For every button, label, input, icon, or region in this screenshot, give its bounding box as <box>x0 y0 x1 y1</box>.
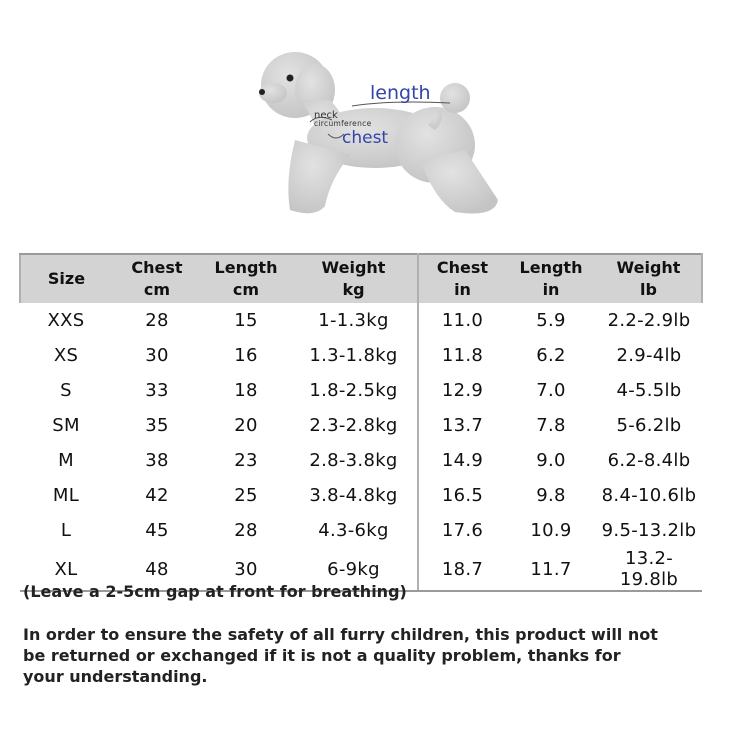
cell-weight-kg: 2.8-3.8kg <box>290 443 418 478</box>
cell-size: M <box>58 450 74 471</box>
cell-chest-cm: 33 <box>145 380 169 401</box>
header-chest-cm: Chest cm <box>112 254 202 303</box>
cell-length-in: 9.0 <box>536 450 566 471</box>
table-row <box>20 338 702 373</box>
cell-length-cm: 18 <box>234 380 258 401</box>
chest-label: chest <box>342 128 389 148</box>
header-size: Size <box>20 254 112 303</box>
circumference-label: circumference <box>314 119 372 128</box>
cell-weight-kg: 6-9kg <box>290 548 418 591</box>
cell-chest-in: 12.9 <box>441 380 484 401</box>
cell-weight-lb: 4-5.5lb <box>616 380 682 401</box>
cell-chest-cm: 45 <box>145 520 169 541</box>
header-length-in: Length in <box>506 254 596 303</box>
neck-label: neck <box>314 110 338 121</box>
cell-size: ML <box>52 485 80 506</box>
table-row <box>20 478 702 513</box>
header-chest-in: Chest in <box>418 254 506 303</box>
cell-chest-in: 17.6 <box>441 520 484 541</box>
cell-chest-cm: 42 <box>145 485 169 506</box>
cell-length-in: 11.7 <box>506 548 596 591</box>
cell-size: S <box>60 380 72 401</box>
cell-weight-kg: 2.3-2.8kg <box>290 408 418 443</box>
cell-length-in: 7.8 <box>536 415 566 436</box>
cell-weight-kg: 1.8-2.5kg <box>290 373 418 408</box>
cell-length-cm: 28 <box>234 520 258 541</box>
cell-weight-kg: 1-1.3kg <box>290 303 418 338</box>
cell-length-in: 9.8 <box>536 485 566 506</box>
cell-length-in: 6.2 <box>536 345 566 366</box>
table-row <box>20 443 702 478</box>
length-label: length <box>370 82 431 104</box>
cell-size: L <box>60 520 72 541</box>
cell-chest-in: 18.7 <box>418 548 506 591</box>
table-row <box>20 373 702 408</box>
cell-size: XXS <box>47 310 85 331</box>
cell-size: SM <box>52 415 80 436</box>
cell-length-cm: 15 <box>234 310 258 331</box>
cell-length-cm: 30 <box>202 548 290 591</box>
cell-length-cm: 20 <box>234 415 258 436</box>
cell-length-cm: 23 <box>234 450 258 471</box>
header-weight-kg: Weight kg <box>290 254 418 303</box>
cell-weight-lb: 5-6.2lb <box>616 415 682 436</box>
cell-weight-lb: 9.5-13.2lb <box>601 520 697 541</box>
dog-measurement-diagram <box>240 30 520 230</box>
cell-chest-in: 11.0 <box>441 310 484 331</box>
cell-chest-cm: 38 <box>145 450 169 471</box>
cell-weight-lb: 2.9-4lb <box>616 345 682 366</box>
cell-length-in: 5.9 <box>536 310 566 331</box>
cell-length-in: 10.9 <box>530 520 572 541</box>
cell-chest-in: 16.5 <box>441 485 484 506</box>
breathing-gap-note: (Leave a 2-5cm gap at front for breathing) <box>23 582 407 601</box>
cell-chest-cm: 30 <box>145 345 169 366</box>
cell-chest-in: 11.8 <box>441 345 484 366</box>
cell-weight-lb: 2.2-2.9lb <box>607 310 691 331</box>
table-row <box>20 513 702 548</box>
cell-weight-lb: 8.4-10.6lb <box>601 485 697 506</box>
return-policy-disclaimer: In order to ensure the safety of all furry children, this product will not be returned or exchanged if it is not a quality problem, thanks for your understanding. <box>23 625 658 686</box>
cell-weight-kg: 3.8-4.8kg <box>290 478 418 513</box>
cell-chest-cm: 48 <box>112 548 202 591</box>
cell-length-cm: 16 <box>234 345 258 366</box>
cell-weight-lb: 6.2-8.4lb <box>607 450 691 471</box>
size-chart-table <box>19 253 703 592</box>
table-row <box>20 303 702 338</box>
table-row <box>20 408 702 443</box>
cell-chest-cm: 35 <box>145 415 169 436</box>
cell-length-cm: 25 <box>234 485 258 506</box>
cell-weight-lb: 13.2-19.8lb <box>596 548 702 591</box>
cell-length-in: 7.0 <box>536 380 566 401</box>
cell-chest-in: 14.9 <box>441 450 484 471</box>
cell-size: XS <box>53 345 79 366</box>
cell-weight-kg: 4.3-6kg <box>290 513 418 548</box>
table-header-row <box>20 254 702 303</box>
header-weight-lb: Weight lb <box>596 254 702 303</box>
cell-chest-cm: 28 <box>145 310 169 331</box>
cell-size: XL <box>20 548 112 591</box>
header-length-cm: Length cm <box>202 254 290 303</box>
cell-chest-in: 13.7 <box>441 415 484 436</box>
cell-weight-kg: 1.3-1.8kg <box>290 338 418 373</box>
